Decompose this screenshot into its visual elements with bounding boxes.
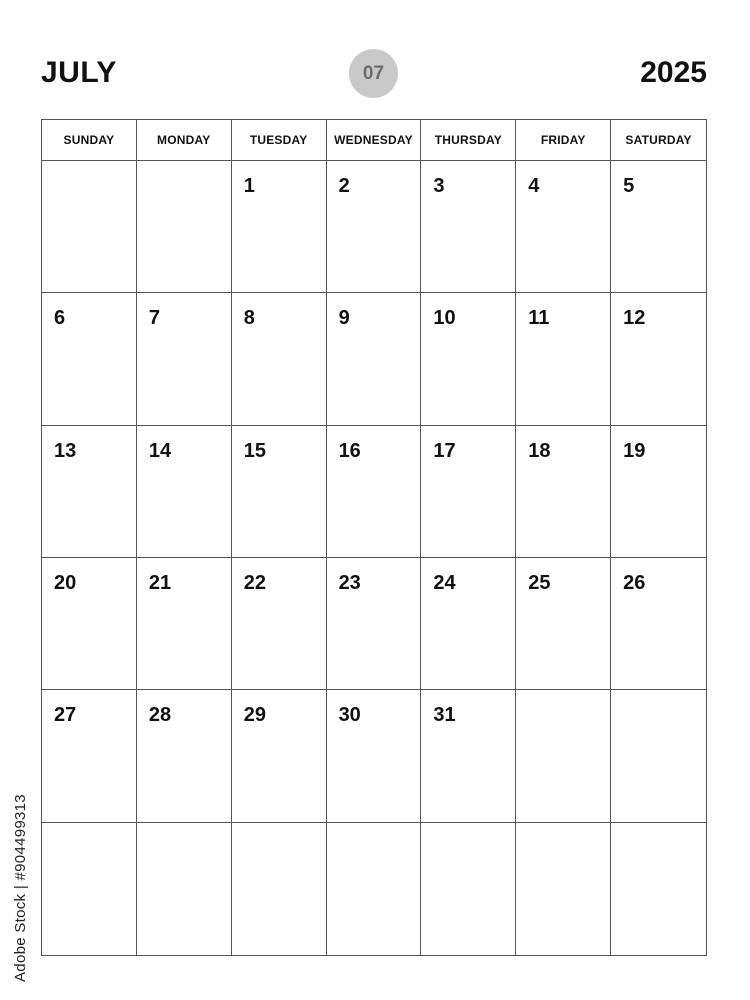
day-number: 27 bbox=[54, 704, 77, 727]
day-number: 8 bbox=[243, 307, 255, 330]
day-number: 5 bbox=[623, 175, 635, 197]
day-cell bbox=[42, 161, 137, 293]
day-cell bbox=[611, 293, 706, 425]
day-cell bbox=[42, 426, 137, 558]
day-cell bbox=[611, 823, 706, 955]
year-title: 2025 bbox=[640, 56, 707, 89]
day-number: 28 bbox=[148, 704, 172, 727]
day-number: 10 bbox=[433, 307, 456, 330]
day-cell bbox=[232, 823, 327, 955]
day-cell bbox=[232, 426, 327, 558]
day-number: 13 bbox=[54, 439, 77, 462]
day-number: 4 bbox=[528, 175, 540, 197]
day-cell bbox=[327, 558, 422, 690]
weekday-header-sunday: SUNDAY bbox=[42, 120, 137, 161]
day-cell bbox=[232, 161, 327, 293]
day-cell bbox=[42, 690, 137, 822]
day-number: 12 bbox=[623, 307, 646, 330]
day-cell bbox=[611, 558, 706, 690]
day-cell bbox=[137, 161, 232, 293]
day-cell bbox=[232, 293, 327, 425]
day-number: 17 bbox=[433, 439, 456, 462]
day-cell bbox=[232, 690, 327, 822]
month-number-badge: 07 bbox=[349, 49, 398, 98]
day-number: 24 bbox=[433, 571, 456, 594]
day-cell bbox=[421, 823, 516, 955]
day-cell bbox=[516, 558, 611, 690]
day-cell bbox=[42, 293, 137, 425]
day-cell bbox=[516, 823, 611, 955]
day-cell bbox=[516, 161, 611, 293]
day-cell bbox=[421, 426, 516, 558]
day-number: 3 bbox=[433, 175, 445, 197]
day-number: 26 bbox=[623, 571, 646, 594]
day-number: 31 bbox=[433, 704, 456, 727]
day-cell bbox=[611, 690, 706, 822]
day-cell bbox=[421, 558, 516, 690]
day-cell bbox=[611, 161, 706, 293]
day-cell bbox=[421, 690, 516, 822]
day-number: 1 bbox=[243, 175, 255, 197]
day-number: 25 bbox=[528, 571, 551, 594]
weekday-header-monday: MONDAY bbox=[137, 120, 232, 161]
day-number: 2 bbox=[338, 175, 350, 197]
day-number: 19 bbox=[623, 439, 646, 462]
day-number: 11 bbox=[528, 307, 550, 330]
day-cell bbox=[611, 426, 706, 558]
day-cell bbox=[137, 823, 232, 955]
day-cell bbox=[137, 426, 232, 558]
day-cell bbox=[42, 823, 137, 955]
day-number: 16 bbox=[338, 439, 361, 462]
weekday-header-friday: FRIDAY bbox=[516, 120, 611, 161]
day-number: 15 bbox=[243, 439, 266, 462]
weekday-header-thursday: THURSDAY bbox=[421, 120, 516, 161]
day-number: 22 bbox=[243, 571, 266, 594]
stock-watermark: Adobe Stock | #904499313 bbox=[12, 794, 29, 982]
day-number: 30 bbox=[338, 704, 361, 727]
day-number: 20 bbox=[54, 571, 77, 594]
day-cell bbox=[327, 823, 422, 955]
day-cell bbox=[137, 558, 232, 690]
day-cell bbox=[137, 690, 232, 822]
weekday-header-wednesday: WEDNESDAY bbox=[327, 120, 422, 161]
day-cell bbox=[421, 293, 516, 425]
day-number: 6 bbox=[54, 307, 66, 330]
day-number: 23 bbox=[338, 571, 361, 594]
weekday-header-tuesday: TUESDAY bbox=[232, 120, 327, 161]
day-cell bbox=[327, 426, 422, 558]
weekday-header-saturday: SATURDAY bbox=[611, 120, 706, 161]
day-cell bbox=[516, 293, 611, 425]
day-cell bbox=[42, 558, 137, 690]
day-number: 9 bbox=[338, 307, 350, 330]
day-cell bbox=[137, 293, 232, 425]
day-number: 21 bbox=[148, 571, 172, 594]
day-cell bbox=[327, 690, 422, 822]
month-title: JULY bbox=[41, 56, 117, 89]
day-cell bbox=[232, 558, 327, 690]
day-number: 29 bbox=[243, 704, 266, 727]
day-number: 7 bbox=[148, 307, 160, 330]
calendar-grid bbox=[41, 119, 707, 956]
day-cell bbox=[327, 293, 422, 425]
day-number: 14 bbox=[148, 439, 172, 462]
day-cell bbox=[421, 161, 516, 293]
day-cell bbox=[516, 426, 611, 558]
day-number: 18 bbox=[528, 439, 551, 462]
day-cell bbox=[516, 690, 611, 822]
day-cell bbox=[327, 161, 422, 293]
